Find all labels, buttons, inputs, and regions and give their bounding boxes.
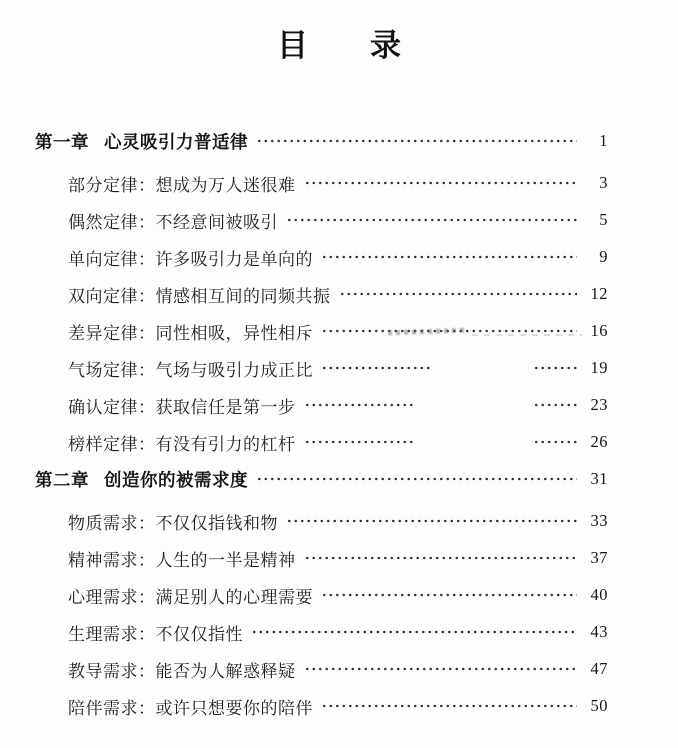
- toc-entry: [35, 511, 608, 531]
- entry-text: 单向定律：许多吸引力是单向的: [68, 249, 313, 269]
- toc-entry: [35, 585, 608, 605]
- toc-entry: [35, 432, 608, 452]
- entry-text: 部分定律：想成为万人迷很难: [68, 175, 296, 195]
- dot-leader: [321, 247, 577, 267]
- chapter-label: 第一章: [35, 131, 89, 152]
- entry-text: 差异定律：同性相吸，异性相斥: [68, 323, 313, 343]
- entry-text: 精神需求：人生的一半是精神: [68, 550, 296, 570]
- toc-entry: [35, 395, 608, 415]
- page-number: 37: [590, 548, 608, 567]
- toc-entry: [35, 247, 608, 267]
- chapter-section: [35, 469, 608, 716]
- dot-leader: [286, 210, 577, 230]
- toc-entry: [35, 321, 608, 341]
- dot-leader: [304, 395, 578, 415]
- page-number: 1: [599, 131, 608, 150]
- chapter-section: [35, 131, 608, 452]
- entry-text: 生理需求：不仅仅指性: [68, 624, 243, 644]
- toc-entry: [35, 622, 608, 642]
- dot-leader-segment: [304, 432, 416, 452]
- leader-gap: [416, 395, 534, 415]
- entry-text: 心理需求：满足别人的心理需要: [68, 587, 313, 607]
- page-number: 19: [590, 358, 608, 377]
- dot-leader: [304, 548, 578, 568]
- entry-text: 双向定律：情感相互间的同频共振: [68, 286, 331, 306]
- entry-text: 教导需求：能否为人解惑释疑: [68, 661, 296, 681]
- dot-leader-segment: [533, 432, 577, 452]
- chapter-label: 第二章: [35, 469, 89, 490]
- toc: [35, 131, 608, 733]
- page-number: 43: [590, 622, 608, 641]
- entry-text: 榜样定律：有没有引力的杠杆: [68, 434, 296, 454]
- chapter-row: [35, 131, 608, 151]
- toc-entry: [35, 210, 608, 230]
- page-number: 50: [590, 696, 608, 715]
- dot-leader: [304, 432, 578, 452]
- page-title: [0, 20, 678, 65]
- dot-leader: [321, 696, 577, 716]
- page-number: 5: [599, 210, 608, 229]
- page-title-char-right: 录: [370, 28, 401, 63]
- entry-text: 气场定律：气场与吸引力成正比: [68, 360, 313, 380]
- dot-leader: [339, 284, 578, 304]
- page-number: 3: [599, 173, 608, 192]
- dot-leader: [286, 511, 577, 531]
- toc-entry: [35, 548, 608, 568]
- page-number: 40: [590, 585, 608, 604]
- page-number: 23: [590, 395, 608, 414]
- page-number: 47: [590, 659, 608, 678]
- toc-entry: [35, 659, 608, 679]
- dot-leader: [321, 358, 577, 378]
- dot-leader: [304, 659, 578, 679]
- page-number: 16: [590, 321, 608, 340]
- chapter-title: 心灵吸引力普适律: [104, 131, 248, 152]
- dot-leader: [321, 321, 577, 341]
- toc-entry: [35, 358, 608, 378]
- page-number: 12: [590, 284, 608, 303]
- toc-entry: [35, 284, 608, 304]
- dot-leader-segment: [533, 358, 577, 378]
- entry-text: 物质需求：不仅仅指钱和物: [68, 513, 278, 533]
- dot-leader: [251, 622, 577, 642]
- page-number: 9: [599, 247, 608, 266]
- page-title-char-left: 目: [277, 28, 308, 63]
- dot-leader-segment: [304, 395, 416, 415]
- entry-text: 陪伴需求：或许只想要你的陪伴: [68, 698, 313, 718]
- leader-gap: [416, 432, 534, 452]
- leader-gap: [433, 358, 533, 378]
- page-number: 26: [590, 432, 608, 451]
- entry-text: 确认定律：获取信任是第一步: [68, 397, 296, 417]
- toc-entry: [35, 173, 608, 193]
- dot-leader: [304, 173, 578, 193]
- dot-leader: [256, 131, 577, 151]
- chapter-row: [35, 469, 608, 489]
- dot-leader: [321, 585, 577, 605]
- dot-leader-segment: [533, 395, 577, 415]
- dot-leader-segment: [321, 358, 433, 378]
- toc-entry: [35, 696, 608, 716]
- dot-leader: [256, 469, 577, 489]
- entry-text: 偶然定律：不经意间被吸引: [68, 212, 278, 232]
- page-number: 33: [590, 511, 608, 530]
- chapter-title: 创造你的被需求度: [104, 469, 248, 490]
- page-number: 31: [590, 469, 608, 488]
